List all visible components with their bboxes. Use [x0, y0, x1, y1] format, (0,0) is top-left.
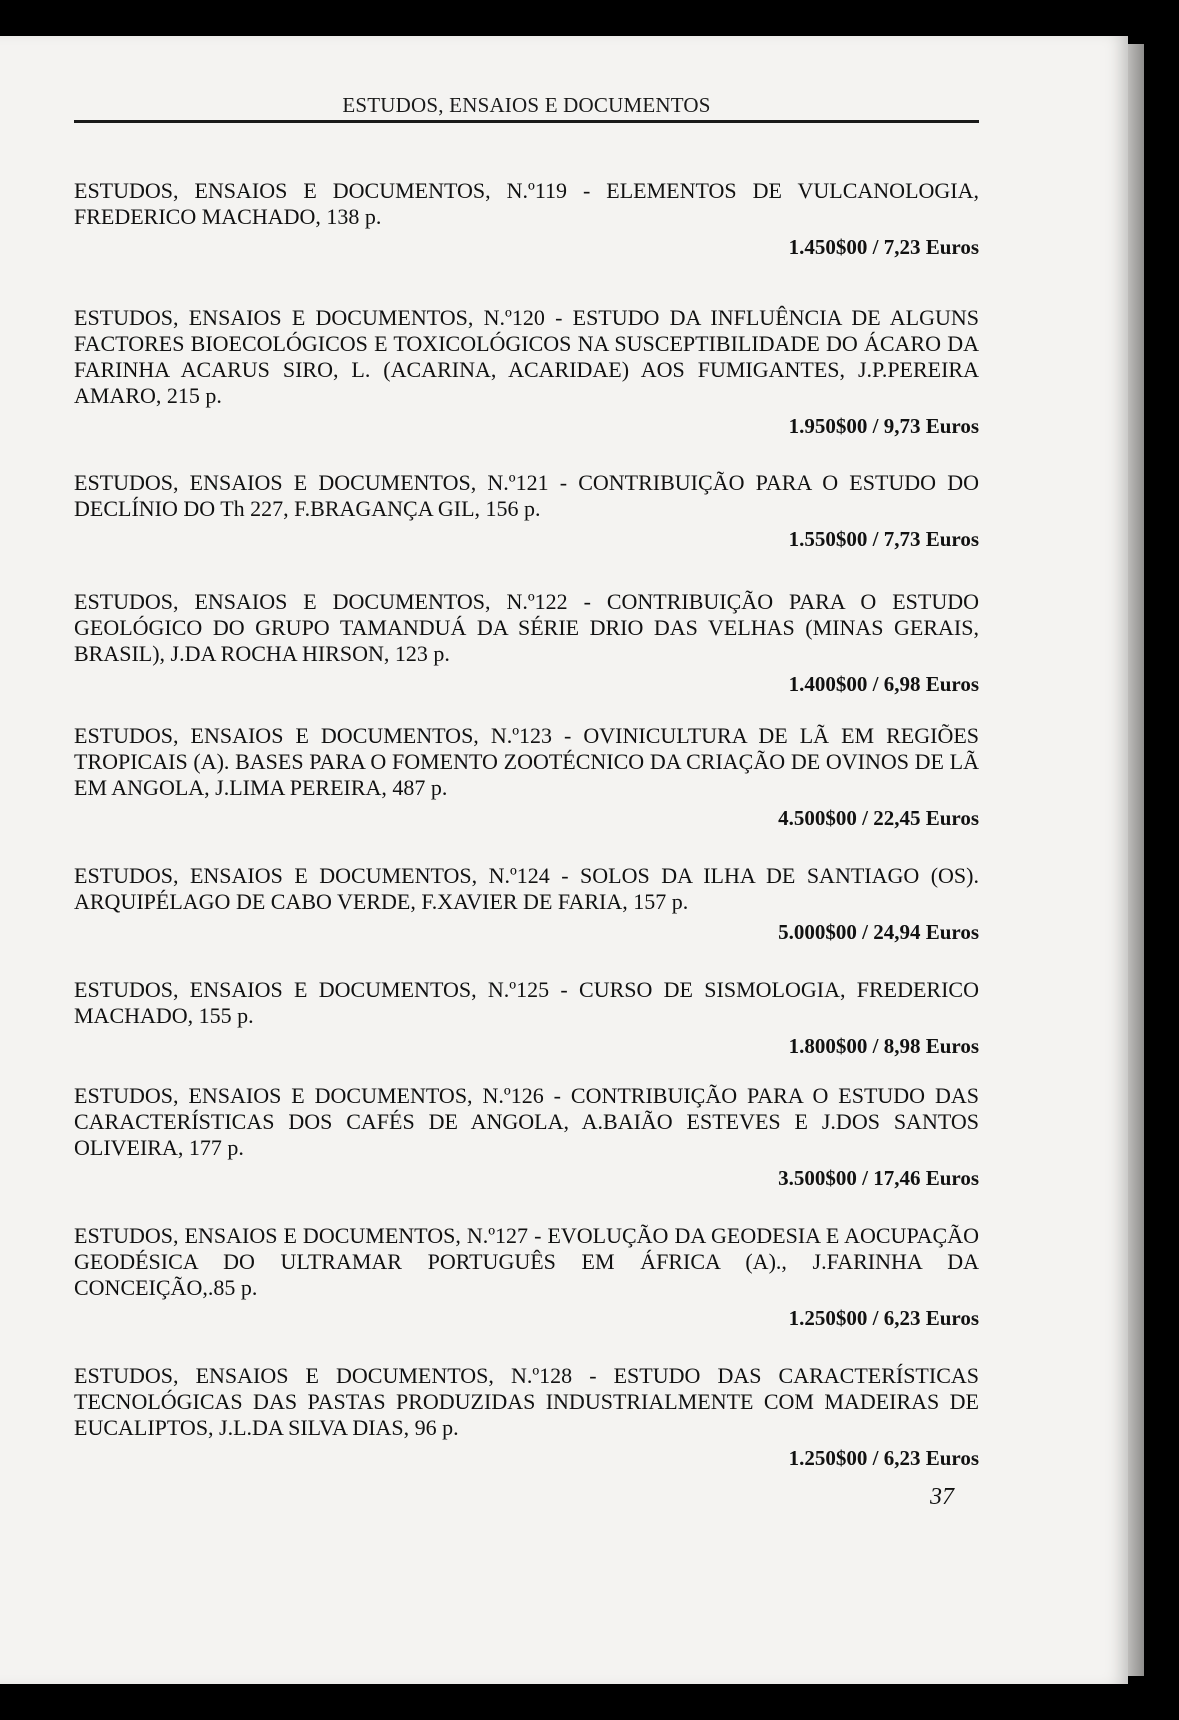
catalog-entry-125 [74, 977, 979, 1067]
catalog-entry-124 [74, 863, 979, 949]
entry-text: ESTUDOS, ENSAIOS E DOCUMENTOS, N.º121 - CONTRIBUIÇÃO PARA O ESTUDO DO DECLÍNIO DO Th 227, F.BRAGANÇA GIL, 156 p. [74, 470, 979, 521]
entry-price: 1.550$00 / 7,73 Euros [788, 527, 979, 551]
entry-price: 1.450$00 / 7,23 Euros [788, 235, 979, 259]
entry-text: ESTUDOS, ENSAIOS E DOCUMENTOS, N.º123 - OVINICULTURA DE LÃ EM REGIÕES TROPICAIS (A). BASES PARA O FOMENTO ZOOTÉCNICO DA CRIAÇÃO DE OVINOS DE LÃ EM ANGOLA, J.LIMA PEREIRA, 487 p. [74, 723, 979, 800]
entry-text: ESTUDOS, ENSAIOS E DOCUMENTOS, N.º128 - ESTUDO DAS CARACTERÍSTICAS TECNOLÓGICAS DAS PASTAS PRODUZIDAS INDUSTRIALMENTE COM MADEIRAS DE EUCALIPTOS, J.L.DA SILVA DIAS, 96 p. [74, 1363, 979, 1440]
entry-price: 1.800$00 / 8,98 Euros [788, 1034, 979, 1058]
catalog-entry-120 [74, 305, 979, 470]
catalog-entry-122 [74, 589, 979, 707]
catalog-entry-123 [74, 723, 979, 841]
catalog-entry-126 [74, 1083, 979, 1201]
catalog-entry-119 [74, 178, 979, 261]
catalog-entries [74, 178, 979, 1481]
entry-text: ESTUDOS, ENSAIOS E DOCUMENTOS, N.º125 - CURSO DE SISMOLOGIA, FREDERICO MACHADO, 155 p. [74, 977, 979, 1028]
entry-price: 1.950$00 / 9,73 Euros [788, 414, 979, 438]
entry-text: ESTUDOS, ENSAIOS E DOCUMENTOS, N.º127 - EVOLUÇÃO DA GEODESIA E AOCUPAÇÃO GEODÉSICA DO ULTRAMAR PORTUGUÊS EM ÁFRICA (A)., J.FARINHA DA CONCEIÇÃO,.85 p. [74, 1223, 979, 1300]
entry-price: 4.500$00 / 22,45 Euros [778, 806, 979, 830]
entry-price: 1.400$00 / 6,98 Euros [788, 672, 979, 696]
entry-text: ESTUDOS, ENSAIOS E DOCUMENTOS, N.º120 - ESTUDO DA INFLUÊNCIA DE ALGUNS FACTORES BIOECOLÓGICOS E TOXICOLÓGICOS NA SUSCEPTIBILIDADE DO ÁCARO DA FARINHA ACARUS SIRO, L. (ACARINA, ACARIDAE) AOS FUMIGANTES, J.P.PEREIRA AMARO, 215 p. [74, 305, 979, 408]
page-edge [1128, 44, 1144, 1676]
header-rule [74, 120, 979, 123]
entry-price: 1.250$00 / 6,23 Euros [788, 1306, 979, 1330]
entry-text: ESTUDOS, ENSAIOS E DOCUMENTOS, N.º119 - ELEMENTOS DE VULCANOLOGIA, FREDERICO MACHADO, 138 p. [74, 178, 979, 229]
catalog-entry-121 [74, 470, 979, 553]
entry-price: 1.250$00 / 6,23 Euros [788, 1446, 979, 1470]
catalog-entry-128 [74, 1363, 979, 1481]
entry-price: 3.500$00 / 17,46 Euros [778, 1166, 979, 1190]
catalog-entry-127 [74, 1223, 979, 1341]
entry-price: 5.000$00 / 24,94 Euros [778, 920, 979, 944]
entry-text: ESTUDOS, ENSAIOS E DOCUMENTOS, N.º122 - CONTRIBUIÇÃO PARA O ESTUDO GEOLÓGICO DO GRUPO TAMANDUÁ DA SÉRIE DRIO DAS VELHAS (MINAS GERAIS, BRASIL), J.DA ROCHA HIRSON, 123 p. [74, 589, 979, 666]
entry-text: ESTUDOS, ENSAIOS E DOCUMENTOS, N.º126 - CONTRIBUIÇÃO PARA O ESTUDO DAS CARACTERÍSTICAS DOS CAFÉS DE ANGOLA, A.BAIÃO ESTEVES E J.DOS SANTOS OLIVEIRA, 177 p. [74, 1083, 979, 1160]
entry-text: ESTUDOS, ENSAIOS E DOCUMENTOS, N.º124 - SOLOS DA ILHA DE SANTIAGO (OS). ARQUIPÉLAGO DE CABO VERDE, F.XAVIER DE FARIA, 157 p. [74, 863, 979, 914]
page-number: 37 [930, 1484, 954, 1510]
running-header: ESTUDOS, ENSAIOS E DOCUMENTOS [342, 93, 711, 117]
